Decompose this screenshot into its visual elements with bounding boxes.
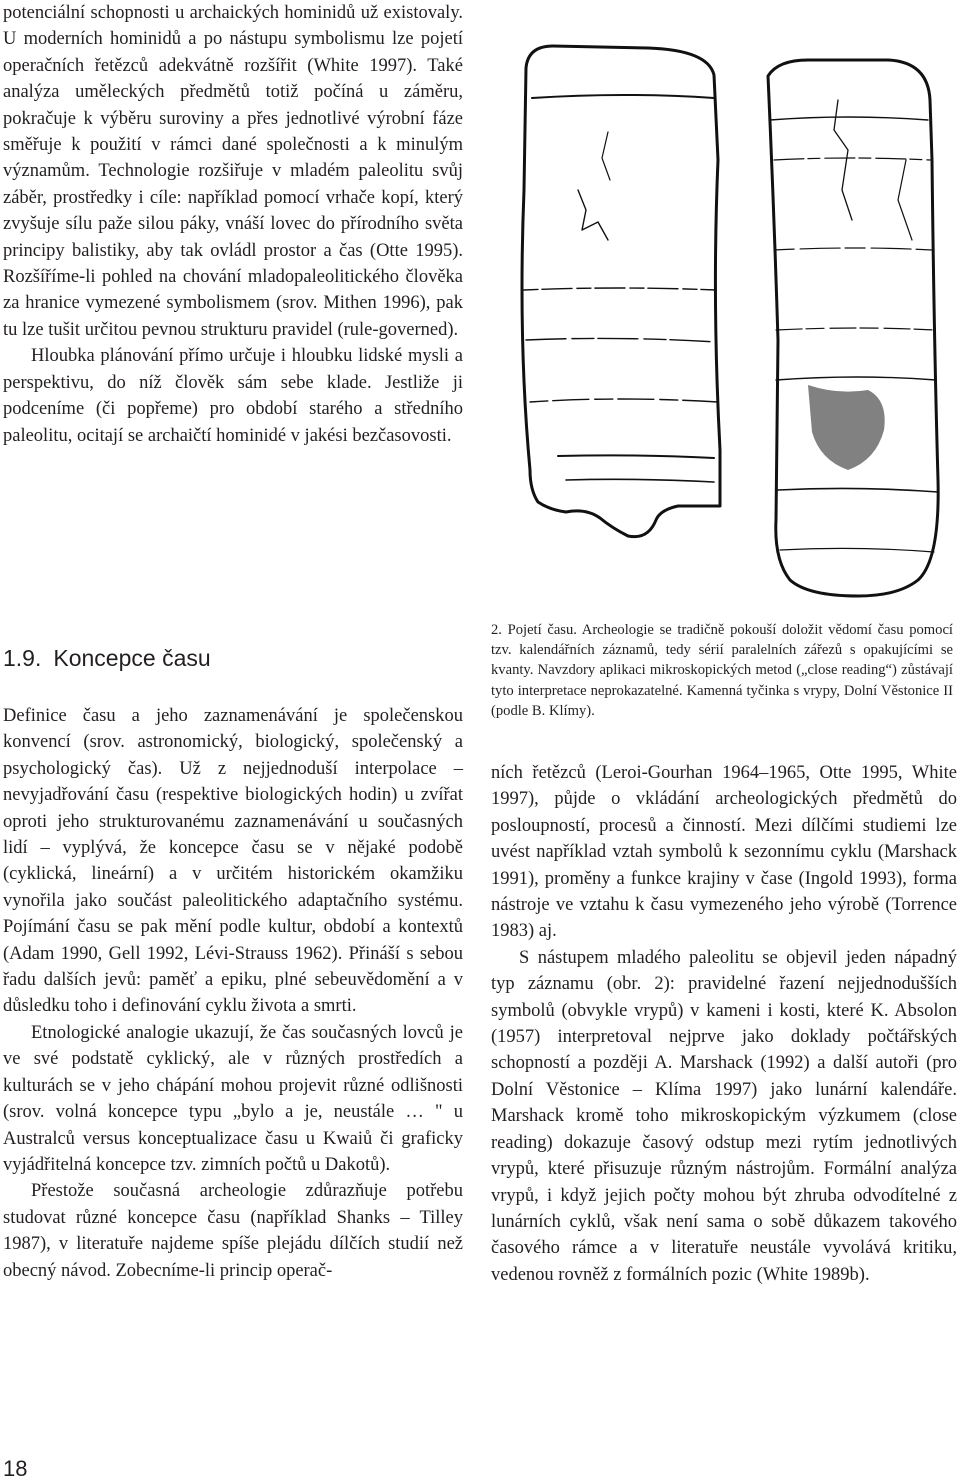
paragraph: S nástupem mladého paleolitu se objevil jeden nápadný typ záznamu (obr. 2): pravidelné řazení nejjednodušších symbolů (obvykle vrypů) v kameni i kosti, které K. Absolon (1957) interpretoval nejprve jako doklady počtářských schopností a později A. Marshack (1992) a další autoři (pro Dolní Věstonice – Klíma 1997) jako lunární kalendáře. Marshack kromě toho mikroskopickým výzkumem (close reading) dokazuje časový odstup mezi rytím jednotlivých vrypů, které přisuzuje různým nástrojům. Formální analýza vrypů, i když jejich počty mohou být zhruba odvodítelné z lunárních cyklů, však není sama o sobě důkazem takového časového rámce a v literatuře neustále vyvolává kritiku, vedenou rovněž z formálních pozic (White 1989b). <box>491 947 957 1285</box>
left-text-column <box>3 703 463 1284</box>
top-text-column <box>3 0 463 449</box>
page-number: 18 <box>3 1456 28 1481</box>
engraved-stone-rod-figure <box>508 40 960 600</box>
section-number: 1.9. <box>3 645 42 671</box>
paragraph: Etnologické analogie ukazují, že čas současných lovců je ve své podstatě cyklický, ale v různých prostředích a kulturách se v jeho chápání mohou projevit různé odlišnosti (srov. volná koncepce typu „bylo a je, neustále … " u Australců versus konceptualizace času u Kwaiů či graficky vyjádřitelná koncepce tzv. zimních počtů u Dakotů). <box>3 1022 463 1175</box>
paragraph: ních řetězců (Leroi-Gourhan 1964–1965, Otte 1995, White 1997), půjde o vkládání archeologických předmětů do posloupností, procesů a činností. Mezi dílčími studiemi lze uvést například vztah symbolů k sezonnímu cyklu (Marshack 1991), proměny a funkce krajiny v čase (Ingold 1993), forma nástroje ve vztahu k času vymezeného jeho výrobě (Torrence 1983) aj. <box>491 763 957 942</box>
section-heading <box>3 644 211 672</box>
paragraph: Hloubka plánování přímo určuje i hloubku lidské mysli a perspektivu, do níž člověk sám sebe klade. Jestliže ji podceníme (či popřeme) pro období starého a středního paleolitu, ocitají se archaičtí hominidé v jakési bezčasovosti. <box>3 346 463 446</box>
right-text-column <box>491 760 957 1288</box>
section-title: Koncepce času <box>53 645 211 671</box>
figure-caption: 2. Pojetí času. Archeologie se tradičně pokouší doložit vědomí času pomocí tzv. kalendářních záznamů, tedy sérií paralelních zářezů s opakujícími se kvanty. Navzdory aplikaci mikroskopických metod („close reading“) zůstávají tyto interpretace neprokazatelné. Kamenná tyčinka s vrypy, Dolní Věstonice II (podle B. Klímy). <box>491 622 953 719</box>
damaged-area <box>808 385 885 470</box>
paragraph: Definice času a jeho zaznamenávání je společenskou konvencí (srov. astronomický, biologický, společenský a psychologický čas). Už z nejjednoduší interpolace – nevyjadřování času (respektive biologických hodin) u zvířat oproti jeho strukturovanému zaznamenávání u současných lidí – vyplývá, že koncepce času se v nějaké podobě (cyklická, lineární) a v určitém historickém okamžiku vynořila jako součást paleolitického adaptačního systému. Pojímání času se pak mění podle kultur, období a kontextů (Adam 1990, Gell 1992, Lévi-Strauss 1962). Přináší s sebou řadu dalších jevů: paměť a epiku, plné sebeuvědomění a v důsledku toho i definování cyklu života a smrti. <box>3 706 463 1017</box>
paragraph: Přestože současná archeologie zdůrazňuje potřebu studovat různé koncepce času (například Shanks – Tilley 1987), v literatuře najdeme spíše plejádu dílčích studií než obecný návod. Zobecníme-li princip operač- <box>3 1181 463 1281</box>
paragraph: potenciální schopnosti u archaických hominidů už existovaly. U moderních hominidů a po nástupu symbolismu lze pojetí operačních řetězců adekvátně rozšířit (White 1997). Také analýza uměleckých předmětů totiž počíná u záměru, pokračuje k výběru suroviny a přes jednotlivé výrobní fáze směřuje k použití v rámci dané společnosti a k minulým významům. Technologie rozšiřuje v mladém paleolitu svůj záběr, prostředky i cíle: například pomocí vrhače kopí, který zvyšuje sílu paže silou páky, vnáší lovec do přírodního světa principy balistiky, aby tak ovládl prostor a čas (Otte 1995). Rozšíříme-li pohled na chování mladopaleolitického člověka za hranice vymezené symbolismem (srov. Mithen 1996), pak tu lze tušit určitou pevnou strukturu pravidel (rule-governed). <box>3 3 463 340</box>
left-rod-fragment <box>522 46 720 537</box>
